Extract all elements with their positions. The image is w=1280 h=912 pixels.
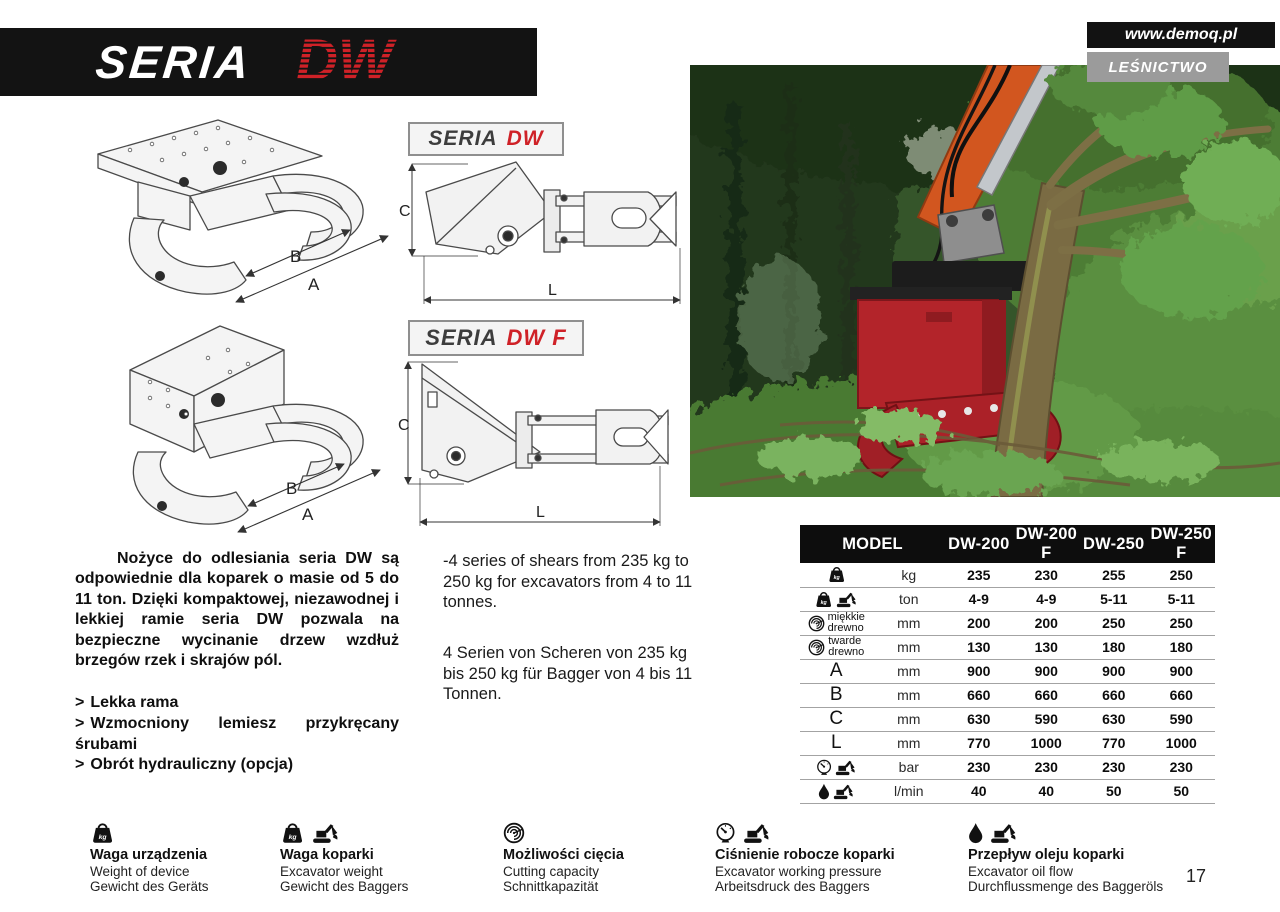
spec-table bbox=[800, 525, 1215, 804]
row-label bbox=[800, 779, 873, 803]
row-label bbox=[800, 635, 873, 659]
legend-item bbox=[715, 818, 945, 895]
svg-text:kg: kg bbox=[820, 599, 827, 606]
log-icon bbox=[808, 615, 825, 632]
spec-row bbox=[800, 731, 1215, 755]
series-tag-name: DW F bbox=[506, 325, 567, 350]
row-label bbox=[800, 755, 873, 779]
gauge-icon bbox=[816, 758, 832, 775]
log-icon bbox=[503, 822, 525, 844]
feature-text: Lekka rama bbox=[90, 694, 179, 711]
row-unit: mm bbox=[897, 615, 921, 631]
spec-row bbox=[800, 659, 1215, 683]
weight-kg-icon bbox=[827, 566, 846, 583]
side-drawing-dwf bbox=[398, 352, 690, 537]
weight-kg-icon bbox=[90, 822, 115, 844]
category-badge-text: LEŚNICTWO bbox=[1108, 58, 1208, 76]
series-label: SERIA bbox=[93, 36, 255, 88]
excavator-icon bbox=[835, 758, 857, 775]
row-unit: mm bbox=[897, 735, 921, 751]
product-photo bbox=[690, 65, 1280, 497]
spec-value: 1000 bbox=[1165, 735, 1197, 751]
page-number: 17 bbox=[1186, 866, 1207, 886]
spec-value: 5-11 bbox=[1100, 591, 1128, 607]
row-label bbox=[800, 611, 873, 635]
iso-drawing-dw bbox=[68, 110, 398, 310]
spec-row bbox=[800, 779, 1215, 803]
feature-text: Wzmocniony lemiesz przykręcany śrubami bbox=[75, 714, 399, 753]
dim-label-a: A bbox=[302, 505, 314, 524]
spec-value: 4-9 bbox=[968, 591, 989, 607]
feature-item bbox=[75, 755, 399, 776]
row-unit: mm bbox=[897, 639, 921, 655]
spec-value: 230 bbox=[1034, 566, 1058, 583]
legend-label-de: Schnittkapazität bbox=[503, 879, 599, 895]
row-label bbox=[800, 659, 873, 683]
spec-row bbox=[800, 587, 1215, 611]
legend-icons bbox=[280, 818, 510, 844]
dim-letter: L bbox=[830, 732, 842, 753]
wood-type-label: twarde drewno bbox=[828, 635, 865, 658]
bullet-marker: > bbox=[75, 714, 85, 732]
row-label bbox=[800, 707, 873, 731]
spec-value: 590 bbox=[1034, 711, 1058, 727]
spec-value: 230 bbox=[1102, 759, 1126, 775]
spec-value: 630 bbox=[1102, 711, 1126, 727]
legend-label-en: Excavator working pressure bbox=[715, 863, 882, 879]
row-unit: mm bbox=[897, 711, 921, 727]
bullet-marker: > bbox=[75, 694, 85, 711]
spec-value: 250 bbox=[1102, 615, 1126, 631]
feature-item bbox=[75, 693, 399, 714]
legend-icons bbox=[968, 818, 1198, 844]
spec-value: 250 bbox=[1169, 615, 1193, 631]
model-column-header: DW-200 bbox=[945, 525, 1012, 563]
log-icon bbox=[808, 639, 825, 656]
row-label bbox=[800, 587, 873, 611]
legend-label-pl: Możliwości cięcia bbox=[503, 847, 624, 863]
description-german: 4 Serien von Scheren von 235 kg bis 250 kg für Bagger von 4 bis 11 Tonnen. bbox=[443, 644, 693, 704]
spec-value: 630 bbox=[967, 711, 991, 727]
legend-label-pl: Waga koparki bbox=[280, 847, 374, 863]
spec-row bbox=[800, 707, 1215, 731]
spec-value: 770 bbox=[1102, 735, 1126, 751]
model-column-header: DW-250 bbox=[1080, 525, 1147, 563]
bullet-marker: > bbox=[75, 756, 85, 774]
drop-icon bbox=[968, 822, 983, 844]
spec-value: 130 bbox=[967, 639, 991, 655]
legend-label-de: Durchflussmenge des Baggeröls bbox=[968, 879, 1164, 895]
row-unit: bar bbox=[898, 759, 919, 775]
dw-logo-text: DW bbox=[295, 27, 393, 92]
legend-label-de: Arbeitsdruck des Baggers bbox=[715, 879, 870, 895]
legend-label-pl: Waga urządzenia bbox=[90, 847, 208, 863]
spec-value: 235 bbox=[967, 566, 991, 583]
feature-item bbox=[75, 714, 399, 756]
category-badge bbox=[1087, 52, 1229, 82]
excavator-icon bbox=[312, 822, 341, 844]
spec-value: 180 bbox=[1102, 639, 1126, 655]
legend-label-de: Gewicht des Baggers bbox=[280, 879, 409, 895]
spec-value: 660 bbox=[1034, 687, 1058, 703]
dim-label-b: B bbox=[290, 247, 302, 266]
series-tag-dwf bbox=[408, 320, 584, 356]
dim-label-l: L bbox=[548, 282, 557, 299]
excavator-icon bbox=[836, 590, 858, 607]
series-tag-dw bbox=[408, 122, 564, 156]
model-column-header: DW-250 F bbox=[1147, 525, 1215, 563]
spec-value: 660 bbox=[1102, 687, 1126, 703]
description-english: -4 series of shears from 235 kg to 250 kg for excavators from 4 to 11 tonnes. bbox=[443, 552, 693, 612]
legend-item bbox=[503, 818, 733, 895]
dim-label-c: C bbox=[398, 417, 410, 434]
excavator-icon bbox=[743, 822, 772, 844]
series-tag-prefix: SERIA bbox=[428, 127, 498, 150]
spec-value: 200 bbox=[1034, 615, 1058, 631]
legend-icons bbox=[503, 818, 733, 844]
legend-label-pl: Ciśnienie robocze koparki bbox=[715, 847, 895, 863]
series-tag-prefix: SERIA bbox=[425, 325, 498, 350]
spec-value: 1000 bbox=[1030, 735, 1062, 751]
legend-label-en: Cutting capacity bbox=[503, 863, 600, 879]
row-unit: ton bbox=[899, 591, 919, 607]
dim-letter: A bbox=[829, 660, 843, 681]
dim-letter: C bbox=[829, 708, 844, 729]
spec-value: 200 bbox=[967, 615, 991, 631]
excavator-icon bbox=[833, 782, 855, 799]
description-polish-text: Nożyce do odlesiania seria DW są odpowiednie dla koparek o masie od 5 do 11 ton. Dzięki kompaktowej, niezawodnej i lekkiej ramie seria DW pozwala na bezpieczne wycinanie drzew wzdłuż brzegów rzek i skrajów pól. bbox=[75, 550, 399, 670]
spec-value: 4-9 bbox=[1036, 591, 1057, 607]
series-tag-name: DW bbox=[506, 127, 544, 150]
dim-label-c: C bbox=[399, 203, 411, 220]
dim-letter: B bbox=[829, 684, 843, 705]
spec-table-head-row bbox=[800, 525, 1215, 563]
spec-value: 50 bbox=[1173, 783, 1190, 799]
series-banner bbox=[0, 28, 537, 96]
row-label bbox=[800, 563, 873, 587]
spec-value: 900 bbox=[1169, 663, 1193, 679]
svg-text:kg: kg bbox=[833, 575, 840, 582]
legend-item bbox=[280, 818, 510, 895]
legend-label-en: Excavator weight bbox=[280, 863, 383, 879]
weight-kg-icon bbox=[814, 590, 833, 607]
row-unit: l/min bbox=[893, 783, 924, 799]
spec-row bbox=[800, 611, 1215, 635]
model-header: MODEL bbox=[800, 525, 945, 563]
spec-value: 660 bbox=[1169, 687, 1193, 703]
dim-label-a: A bbox=[308, 275, 320, 294]
spec-value: 250 bbox=[1169, 566, 1193, 583]
wood-type-label: miękkie drewno bbox=[827, 611, 865, 634]
website-url bbox=[1087, 22, 1275, 48]
legend-label-en: Excavator oil flow bbox=[968, 863, 1074, 879]
spec-value: 660 bbox=[967, 687, 991, 703]
dim-label-b: B bbox=[286, 479, 298, 498]
dim-label-l: L bbox=[536, 504, 545, 521]
spec-value: 900 bbox=[967, 663, 991, 679]
iso-drawing-dwf bbox=[68, 312, 398, 547]
spec-value: 130 bbox=[1034, 639, 1058, 655]
spec-table-body bbox=[800, 563, 1215, 803]
row-label bbox=[800, 731, 873, 755]
spec-value: 40 bbox=[970, 783, 987, 799]
legend-item bbox=[968, 818, 1198, 895]
website-url-text: www.demoq.pl bbox=[1124, 26, 1238, 43]
side-drawing-dw bbox=[398, 152, 690, 317]
feature-list bbox=[75, 693, 399, 776]
description-polish bbox=[75, 549, 399, 672]
gauge-icon bbox=[715, 822, 736, 844]
excavator-icon bbox=[990, 822, 1019, 844]
spec-row bbox=[800, 683, 1215, 707]
dw-logo bbox=[292, 28, 467, 97]
spec-value: 5-11 bbox=[1167, 591, 1195, 607]
row-label bbox=[800, 683, 873, 707]
row-unit: mm bbox=[897, 663, 921, 679]
spec-value: 900 bbox=[1034, 663, 1058, 679]
drop-icon bbox=[818, 782, 830, 799]
spec-value: 770 bbox=[967, 735, 991, 751]
spec-row bbox=[800, 635, 1215, 659]
spec-value: 180 bbox=[1169, 639, 1193, 655]
spec-value: 590 bbox=[1169, 711, 1193, 727]
spec-value: 255 bbox=[1102, 566, 1126, 583]
row-unit: kg bbox=[901, 566, 917, 583]
model-column-header: DW-200 F bbox=[1013, 525, 1080, 563]
spec-value: 230 bbox=[967, 759, 991, 775]
legend-icons bbox=[715, 818, 945, 844]
spec-value: 50 bbox=[1105, 783, 1122, 799]
legend-label-de: Gewicht des Geräts bbox=[90, 879, 209, 895]
legend-label-en: Weight of device bbox=[90, 863, 190, 879]
spec-row bbox=[800, 563, 1215, 587]
row-unit: mm bbox=[897, 687, 921, 703]
spec-value: 230 bbox=[1169, 759, 1193, 775]
spec-value: 40 bbox=[1038, 783, 1055, 799]
svg-text:kg: kg bbox=[288, 833, 297, 841]
legend-label-pl: Przepływ oleju koparki bbox=[968, 847, 1125, 863]
spec-row bbox=[800, 755, 1215, 779]
weight-kg-icon bbox=[280, 822, 305, 844]
spec-value: 230 bbox=[1034, 759, 1058, 775]
feature-text: Obrót hydrauliczny (opcja) bbox=[90, 756, 294, 774]
spec-value: 900 bbox=[1102, 663, 1126, 679]
svg-text:kg: kg bbox=[98, 833, 107, 841]
